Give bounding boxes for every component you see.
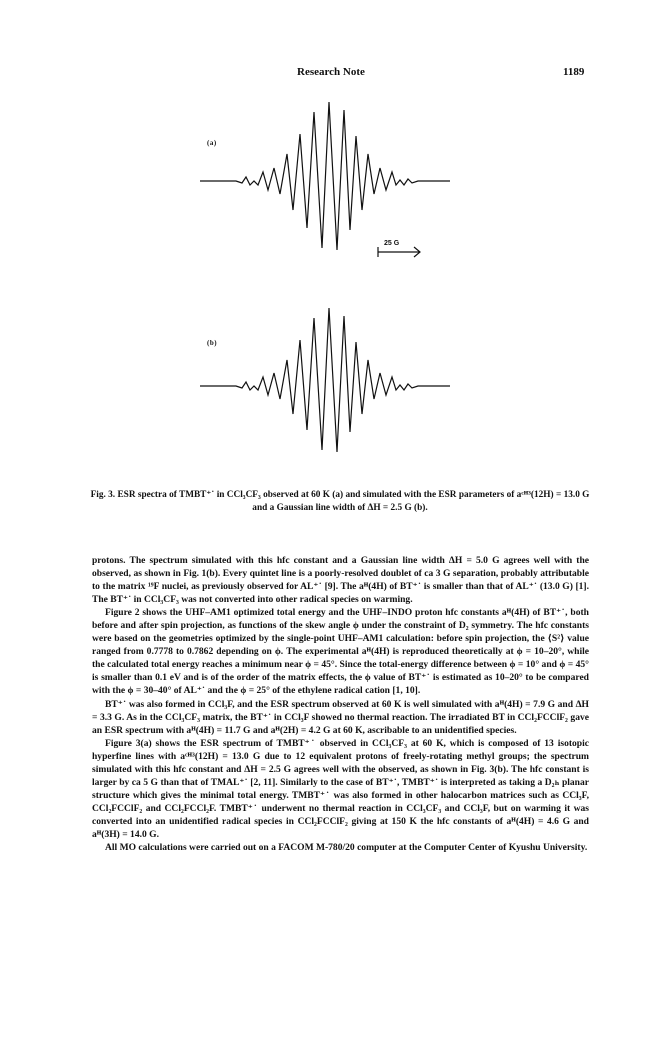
scale-bar [378,247,420,257]
paragraph: BT⁺˙ was also formed in CCl₃F, and the ESR spectrum observed at 60 K is well simulated with aᴴ(4H) = 7.9 G and ΔH = 3.3 G. As in the CCl₃CF₃ matrix, the BT⁺˙ in CCl₃F showed no thermal reaction. The irradiated BT in CCl₂FCClF₂ gave an ESR spectrum with aᴴ(4H) = 11.7 G and aᴴ(2H) = 4.2 G at 60 K, ascribable to an unidentified species. [92,698,589,736]
paragraph: protons. The spectrum simulated with this hfc constant and a Gaussian line width ΔH = 5.0 G agrees well with the observed, as shown in Fig. 1(b). Every quintet line is a poorly-resolved doublet of ca 3 G separation, probably attributable to the matrix ¹⁹F nuclei, as previously observed for AL⁺˙ [9]. The aᴴ(4H) of BT⁺˙ is smaller than that of AL⁺˙ (13.0 G) [1]. The BT⁺˙ in CCl₃CF₃ was not converted into other radical species on warming. [92,555,589,606]
page-number: 1189 [563,66,585,78]
spectrum-trace [200,102,450,250]
running-title: Research Note [297,66,365,78]
paragraph: Figure 2 shows the UHF–AM1 optimized total energy and the UHF–INDO proton hfc constants aᴴ(4H) of BT⁺˙, both before and after spin projection, as functions of the skew angle ϕ under the constraint of D₂ symmetry. The hfc constants were based on the geometries optimized by the single-point UHF–AM1 calculation: before spin projection, the ⟨S²⟩ value ranged from 0.7778 to 0.7862 depending on ϕ. The experimental aᴴ(4H) is reproduced theoretically at ϕ = 10–20°, while the calculated total energy reaches a minimum near ϕ = 45°. Since the total-energy difference between ϕ = 10° and ϕ = 45° is smaller than 0.1 eV and is of the order of the matrix effects, the ϕ value of BT⁺˙ is estimated as 10–20° to be compared with the ϕ = 30–40° of AL⁺˙ and the ϕ = 25° of the ethylene radical cation [1, 10]. [92,607,589,697]
figure-panel-b [150,290,530,482]
running-header [0,66,672,80]
figure-panel-a [150,82,530,280]
spectrum-trace [200,308,450,452]
figure-caption: Fig. 3. ESR spectra of TMBT⁺˙ in CCl₃CF₃ observed at 60 K (a) and simulated with the ESR parameters of aᶜᴴ³(12H) = 13.0 G and a Gaussian line width of ΔH = 2.5 G (b). [90,490,590,513]
esr-spectrum-observed [150,82,530,280]
panel-b-label: (b) [207,339,218,347]
scale-bar-label: 25 G [384,240,400,247]
panel-a-label: (a) [207,139,217,147]
body-text [92,554,589,854]
paragraph: Figure 3(a) shows the ESR spectrum of TMBT⁺˙ observed in CCl₃CF₃ at 60 K, which is composed of 13 isotopic hyperfine lines with aᶜᴴ³(12H) = 13.0 G due to 12 equivalent protons of freely-rotating methyl groups; the spectrum simulated with this hfc constant and ΔH = 2.5 G agrees well with the observed, as shown in Fig. 3(b). The hfc constant is larger by ca 5 G than that of TMAL⁺˙ [2, 11]. Similarly to the case of BT⁺˙, TMBT⁺˙ is interpreted as taking a D₂ₕ planar structure which gives the minimal total energy. TMBT⁺˙ was also formed in other halocarbon matrices such as CCl₃F, CCl₂FCClF₂ and CCl₂FCCl₂F. TMBT⁺˙ underwent no thermal reaction in CCl₃CF₃ and CCl₃F, but on warming it was converted into an unidentified radical species in CCl₂FCClF₂ giving at 150 K the hfc constants of aᴴ(4H) = 4.6 G and aᴴ(3H) = 14.0 G. [92,737,589,840]
paragraph: All MO calculations were carried out on a FACOM M-780/20 computer at the Computer Center of Kyushu University. [105,842,588,854]
esr-spectrum-simulated [150,290,530,482]
